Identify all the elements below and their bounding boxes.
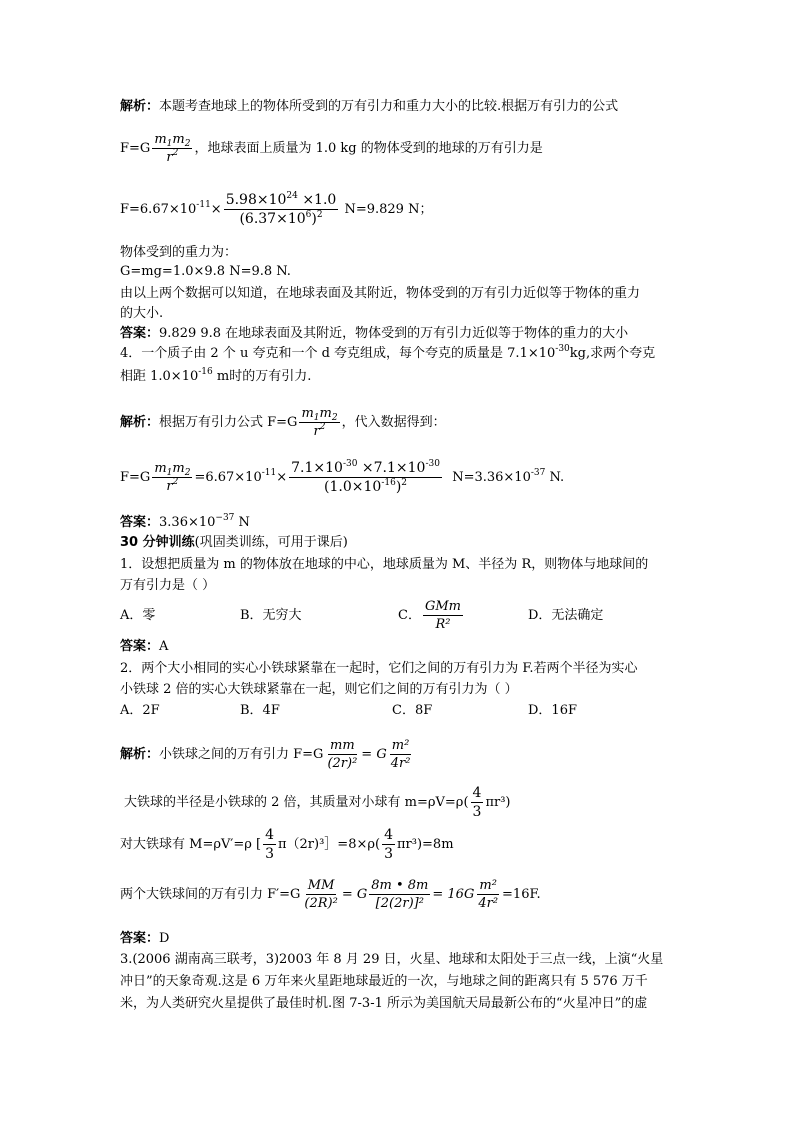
- q2-sol3-frac1: [263, 828, 276, 861]
- q4-calc-result: N=3.36×10: [452, 470, 531, 485]
- q4-exp: -30: [555, 344, 570, 354]
- q4-calc-result-post: N.: [545, 470, 565, 485]
- q2-sol1-frac2-num: m²: [391, 738, 410, 753]
- q3-line-2: 冲日”的天象奇观.这是 6 万年来火星距地球最近的一次，与地球之间的距离只有 5 576 万千: [120, 974, 648, 989]
- section-title: 30 分钟训练: [120, 535, 195, 550]
- q1-answer-label: 答案：: [120, 639, 160, 654]
- q2-sol3-text: 对大铁球有 M=ρV′=ρ [: [120, 837, 262, 852]
- q4-answer-line: [120, 514, 250, 532]
- q4-exp-2: -16: [198, 367, 213, 377]
- q1-option-c-fraction: [423, 600, 463, 631]
- q2-option-d[interactable]: D．16F: [528, 703, 577, 718]
- q2-sol2-frac-num: 4: [472, 785, 482, 801]
- q2-sol4-text: 两个大铁球间的万有引力 F′=G: [120, 887, 301, 902]
- q4-calc-num-exp1: -30: [342, 459, 358, 469]
- q2-sol1-frac1-num: mm: [330, 738, 355, 753]
- q4-line-1: [120, 345, 655, 363]
- q4-calc-mid-exp: -11: [261, 468, 277, 478]
- q2-sol2-text: 大铁球的半径是小铁球的 2 倍，其质量对小球有 m=ρV=ρ(: [124, 795, 469, 810]
- calc-line: [120, 190, 432, 230]
- calc-prefix: F=6.67×10: [120, 202, 197, 217]
- q4-calc-den-pow: 2: [401, 478, 408, 488]
- q2-sol3-frac2-num: 4: [384, 827, 393, 843]
- solution-line: [120, 98, 618, 116]
- q2-solution-line-4: [120, 876, 541, 914]
- q1-option-a[interactable]: A．零: [120, 608, 156, 623]
- q4-fraction: $\frac{m_1m_2}{r^2}$: [301, 406, 338, 439]
- q4-answer-post: N: [234, 515, 250, 530]
- q1-options: [120, 599, 603, 633]
- q1-line-1: 1．设想把质量为 m 的物体放在地球的中心，地球质量为 M、半径为 R，则物体与地球间的: [120, 557, 649, 572]
- q2-sol4-frac2-den: [2(2r)]²: [375, 896, 424, 911]
- q2-answer-label: 答案：: [120, 931, 160, 946]
- q2-solution-line-1: [120, 738, 414, 772]
- q4-text: 4．一个质子由 2 个 u 夸克和一个 d 夸克组成，每个夸克的质量是 7.1×10: [120, 346, 556, 361]
- q4-calc-frac2: [289, 461, 442, 494]
- q2-sol3-frac1-num: 4: [265, 827, 274, 843]
- solution-text: 本题考查地球上的物体所受到的万有引力和重力大小的比较.根据万有引力的公式: [159, 99, 619, 114]
- q2-sol4-frac2: [369, 879, 430, 910]
- q2-option-c[interactable]: C．8F: [392, 703, 433, 718]
- q4-calc-result-exp: -37: [530, 468, 546, 478]
- q1-answer-line: [120, 638, 168, 656]
- q2-sol4-frac3: [476, 879, 500, 910]
- q4-solution-post: ，代入数据得到：: [341, 415, 446, 430]
- q4-text-post: kg,求两个夸克: [569, 346, 656, 361]
- calc-den: (6.37×10: [239, 211, 306, 227]
- q4-calc-mid: =6.67×10: [194, 470, 262, 485]
- q2-sol3-post: πr³)=8m: [397, 837, 454, 852]
- q4-answer-label: 答案：: [120, 515, 160, 530]
- q2-sol1-frac2: [389, 739, 413, 770]
- answer-text: 9.829 9.8 在地球表面及其附近，物体受到的万有引力近似等于物体的重力的大小: [159, 326, 629, 341]
- q3-line-1: 3.(2006 湖南高三联考，3)2003 年 8 月 29 日，火星、地球和太阳处于三点一线，上演“火星: [120, 952, 664, 967]
- q2-sol2-frac-den: 3: [472, 804, 482, 820]
- q4-calc-num-exp2: -30: [425, 459, 440, 469]
- calc-den-exp: 6: [305, 210, 312, 220]
- q4-calc-den: (1.0×10: [324, 479, 382, 495]
- fraction-m1m2-r2: $\frac{m_1m_2}{r^2}$: [154, 132, 191, 165]
- q2-line-2: 小铁球 2 倍的实心大铁球紧靠在一起，则它们之间的万有引力为（ ）: [120, 682, 518, 697]
- q2-sol4-eq1: = G: [341, 887, 368, 902]
- q2-sol1-frac1: [325, 739, 359, 770]
- q4-calc-den-exp: -16: [381, 478, 396, 488]
- q2-sol4-frac3-num: m²: [479, 878, 497, 893]
- q4-solution-line: [120, 406, 446, 440]
- q2-sol4-frac2-num: 8m • 8m: [371, 878, 429, 893]
- q2-sol4-post: =16F.: [502, 887, 541, 902]
- calc-exp: -11: [196, 200, 211, 210]
- q2-options: [120, 702, 577, 720]
- q2-sol1-eq: = G: [361, 747, 387, 762]
- q4-calc-num: 7.1×10: [291, 460, 343, 476]
- q4-solution-text: 根据万有引力公式 F=G: [159, 415, 298, 430]
- q4-calc-frac1: $\frac{m_1m_2}{r^2}$: [154, 461, 191, 494]
- conclusion-line-2: 的大小.: [120, 306, 164, 321]
- q2-sol4-frac1-den: (2R)²: [304, 896, 338, 911]
- q4-answer-exp: −37: [215, 513, 235, 523]
- q2-sol3-frac1-den: 3: [265, 846, 274, 862]
- q4-line-2: [120, 368, 311, 386]
- q2-sol4-frac1-num: MM: [307, 878, 335, 893]
- solution-label: 解析：: [120, 99, 160, 114]
- q1-line-2: 万有引力是（ ）: [120, 578, 216, 593]
- calc-result: N=9.829 N；: [344, 202, 433, 217]
- calc-mul: ×: [210, 202, 222, 217]
- conclusion-line-1: 由以上两个数据可以知道，在地球表面及其附近，物体受到的万有引力近似等于物体的重力: [120, 286, 641, 301]
- q2-solution-line-2: [124, 786, 511, 820]
- formula-suffix: ，地球表面上质量为 1.0 kg 的物体受到的地球的万有引力是: [194, 141, 543, 156]
- calc-den-tail: ): [311, 211, 317, 227]
- q2-sol2-frac: [471, 786, 484, 819]
- calc-num: 5.98×10: [225, 192, 287, 208]
- q2-answer-line: [120, 930, 169, 948]
- calc-fraction: [224, 193, 339, 226]
- calc-num-tail: ×1.0: [297, 192, 337, 208]
- q2-sol3-frac2-den: 3: [384, 846, 393, 862]
- q3-line-3: 米，为人类研究火星提供了最佳时机.图 7-3-1 所示为美国航天局最新公布的“火星冲日”的虚: [120, 996, 648, 1011]
- q4-calc-den-tail: ): [395, 479, 402, 495]
- q1-option-b[interactable]: B．无穷大: [240, 608, 302, 623]
- q2-sol1-frac1-den: (2r)²: [327, 756, 358, 771]
- q2-sol3-mid: π（2r)³］=8×ρ(: [277, 837, 381, 852]
- q2-sol4-eq2: = 16G: [432, 887, 475, 902]
- gravity-calc: G=mg=1.0×9.8 N=9.8 N.: [120, 264, 291, 279]
- q4-text-2-post: m时的万有引力.: [212, 369, 312, 384]
- q2-solution-text: 小铁球之间的万有引力 F=G: [159, 747, 324, 762]
- q4-calc-line: [120, 458, 564, 498]
- q2-sol2-post: πr³): [485, 795, 511, 810]
- answer-line: [120, 325, 628, 343]
- q2-solution-line-3: [120, 828, 454, 862]
- q4-solution-label: 解析：: [120, 415, 160, 430]
- q1-option-c[interactable]: [398, 599, 528, 633]
- q4-calc-prefix: F=G: [120, 470, 151, 485]
- q2-option-b[interactable]: B．4F: [240, 703, 280, 718]
- q2-option-a[interactable]: A．2F: [120, 703, 160, 718]
- q1-option-c-den: R²: [435, 617, 451, 632]
- q2-solution-label: 解析：: [120, 747, 160, 762]
- gravity-heading: 物体受到的重力为：: [120, 245, 238, 260]
- q2-sol4-frac3-den: 4r²: [478, 896, 499, 911]
- q2-sol1-frac2-den: 4r²: [390, 756, 411, 771]
- q4-calc-mul: ×: [276, 470, 288, 485]
- q1-option-c-label: C．: [398, 608, 421, 623]
- q2-sol4-frac1: [302, 879, 339, 910]
- q2-line-1: 2．两个大小相同的实心小铁球紧靠在一起时，它们之间的万有引力为 F.若两个半径为实心: [120, 661, 638, 676]
- calc-den-pow: 2: [316, 210, 323, 220]
- formula-prefix: F=G: [120, 141, 151, 156]
- formula-line: [120, 132, 543, 166]
- q1-option-d[interactable]: D．无法确定: [528, 608, 604, 623]
- q1-answer-text: A: [159, 639, 169, 654]
- section-heading: [120, 534, 348, 552]
- answer-label: 答案：: [120, 326, 160, 341]
- q4-answer-text: 3.36×10: [159, 515, 216, 530]
- q1-option-c-num: GMm: [424, 599, 461, 614]
- q2-answer-text: D: [159, 931, 170, 946]
- q4-calc-num-mid: ×7.1×10: [357, 460, 426, 476]
- q4-text-2: 相距 1.0×10: [120, 369, 199, 384]
- calc-num-exp: 24: [286, 191, 298, 201]
- q2-sol3-frac2: [382, 828, 395, 861]
- section-subtitle: (巩固类训练，可用于课后): [194, 535, 348, 550]
